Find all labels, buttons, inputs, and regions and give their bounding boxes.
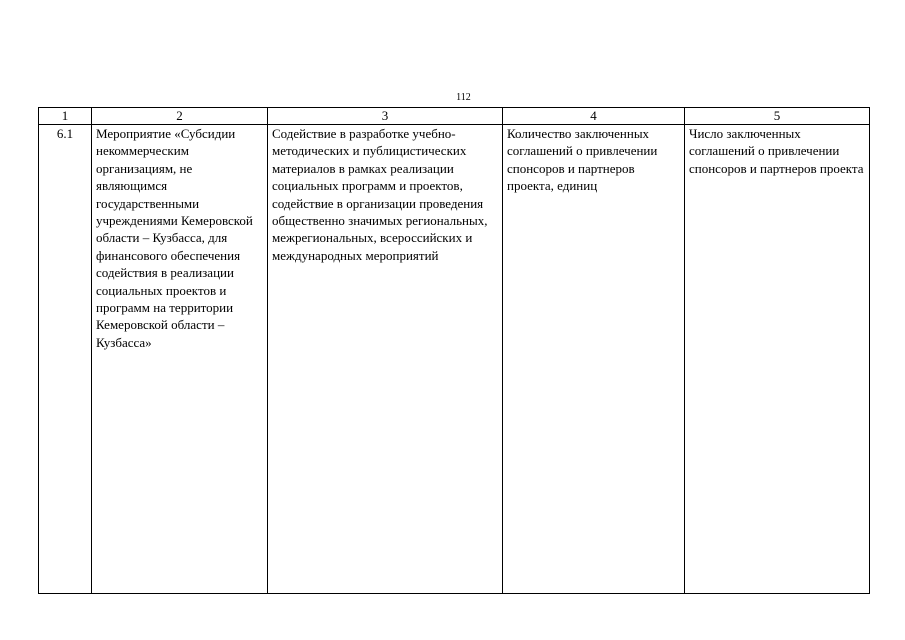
indicator-name-cell: Количество заключенных соглашений о привлечении спонсоров и партнеров проекта, единиц: [503, 125, 685, 594]
column-header-5: 5: [685, 108, 870, 125]
row-number-cell: 6.1: [39, 125, 92, 594]
calculation-method-cell: Число заключенных соглашений о привлечении спонсоров и партнеров проекта: [685, 125, 870, 594]
event-name-cell: Мероприятие «Субсидии некоммерческим организациям, не являющимся государственными учреждениями Кемеровской области – Кузбасса, для финансового обеспечения содействия в реализации социальных проектов и программ на территории Кемеровской области – Кузбасса»: [92, 125, 268, 594]
column-header-4: 4: [503, 108, 685, 125]
document-table: [38, 107, 870, 594]
page-number: 112: [456, 92, 471, 103]
table-header-row: [39, 108, 870, 125]
column-header-1: 1: [39, 108, 92, 125]
column-header-2: 2: [92, 108, 268, 125]
event-description-cell: Содействие в разработке учебно-методических и публицистических материалов в рамках реализации социальных программ и проектов, содействие в организации проведения общественно значимых региональных, межрегиональных, всероссийских и международных мероприятий: [268, 125, 503, 594]
column-header-3: 3: [268, 108, 503, 125]
table-row: [39, 125, 870, 594]
